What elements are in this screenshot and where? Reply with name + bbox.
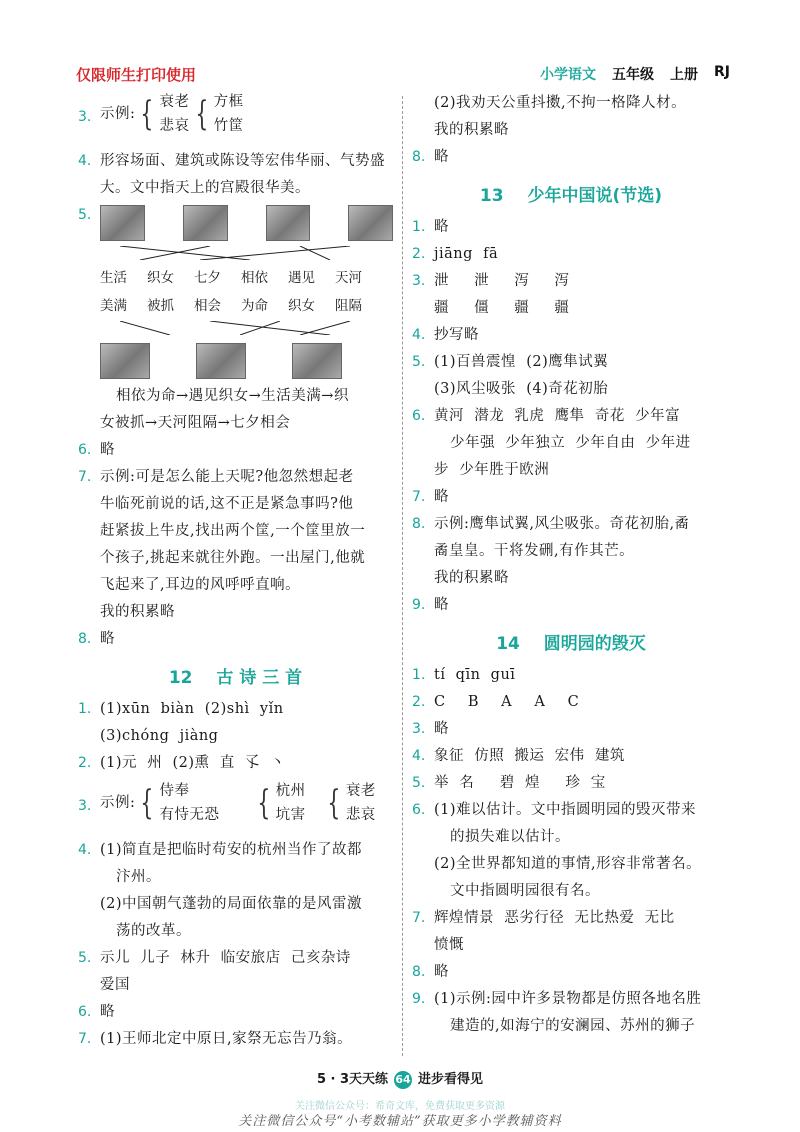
s14-answer-1: 1. tí qīn guī bbox=[412, 667, 516, 683]
brace-icon: { bbox=[256, 783, 271, 823]
column-divider bbox=[402, 96, 403, 1056]
story-images-bottom bbox=[78, 343, 393, 379]
s13-answer-3: 3. 泄 泄 泻 泻 bbox=[412, 273, 570, 289]
brace-icon: { bbox=[140, 783, 155, 823]
story-images-top bbox=[78, 205, 393, 241]
s13-answer-6: 6. 黄河 潜龙 乳虎 鹰隼 奇花 少年富 bbox=[412, 408, 681, 424]
s12-answer-5: 5. 示儿 儿子 林升 临安旅店 己亥杂诗 bbox=[78, 950, 351, 966]
s14-answer-6: 6. (1)难以估计。文中指圆明园的毁灭带来 bbox=[412, 802, 697, 818]
print-notice: 仅限师生打印使用 bbox=[76, 66, 197, 84]
answer-4: 4. 形容场面、建筑或陈设等宏伟华丽、气势盛 bbox=[78, 153, 385, 169]
s13-answer-1: 1. 略 bbox=[412, 219, 449, 235]
matching-lines-top bbox=[100, 246, 362, 260]
s12-answer-2: 2. (1)元 州 (2)熏 直 孓 丶 bbox=[78, 755, 286, 771]
s14-answer-5: 5. 举 名 碧 煌 珍 宝 bbox=[412, 775, 606, 791]
edition-label: RJ bbox=[714, 64, 730, 80]
s14-answer-9: 9. (1)示例:园中许多景物都是仿照各地名胜 bbox=[412, 991, 702, 1007]
answer-7: 7. 示例:可是怎么能上天呢?他忽然想起老 bbox=[78, 469, 354, 485]
s13-answer-2: 2. jiāng fā bbox=[412, 246, 499, 262]
answer-8: 8. 略 bbox=[78, 631, 115, 647]
story-image bbox=[348, 205, 393, 241]
s12-answer-3: 3. 示例: { 侍奉 有恃无恐 { 杭州 坑害 { 衰老 悲哀 bbox=[78, 783, 376, 823]
footer-brand: 5 · 3天天练 bbox=[316, 1072, 389, 1087]
section-title-13: 13 少年中国说(节选) bbox=[479, 186, 663, 206]
answer-5: 5. bbox=[78, 207, 92, 223]
book-info bbox=[540, 64, 730, 84]
match-row-2: 美满 被抓 相会 为命 织女 阻隔 bbox=[100, 298, 362, 314]
watermark-bottom: 关注微信公众号“小考数辅站”获取更多小学教辅资料 bbox=[238, 1114, 562, 1129]
subject-label: 小学语文 bbox=[540, 67, 596, 83]
s13-answer-7: 7. 略 bbox=[412, 489, 449, 505]
matching-lines-bottom bbox=[100, 321, 362, 335]
volume-label: 上册 bbox=[670, 67, 698, 83]
watermark-top: 关注微信公众号：希奇文库，免费获取更多资源 bbox=[295, 1101, 505, 1112]
example-label: 示例: bbox=[100, 106, 136, 122]
brace-icon: { bbox=[327, 783, 341, 823]
story-image bbox=[196, 343, 246, 379]
page-number: 64 bbox=[394, 1071, 412, 1089]
page-footer bbox=[0, 1068, 800, 1089]
answer-number: 3. bbox=[78, 109, 92, 125]
story-image bbox=[100, 205, 145, 241]
section-title-14: 14 圆明园的毁灭 bbox=[496, 634, 646, 654]
s14-answer-8: 8. 略 bbox=[412, 964, 449, 980]
s14-answer-7: 7. 辉煌情景 恶劣行径 无比热爱 无比 bbox=[412, 910, 675, 926]
story-image bbox=[100, 343, 150, 379]
s14-answer-3: 3. 略 bbox=[412, 721, 449, 737]
left-column: 3. 示例: { 衰老 悲哀 { 方框 竹筐 4. 形容场面、建筑或陈设等宏伟华丽、气势盛 大。文中指天上的宫殿很华美。 5. 生活 织女 七夕 相依 遇见 天河 美满 被抓 相会 为命 织女 阻隔 相依为命→遇见织女→生活美满→织 女被抓→天河阻隔→七夕相会 6. 略 7. 示例:可是怎么能上天呢?他忽然想起老 牛临死前说的话,这不正是紧急事吗?他 赶紧拔上牛皮,找出两个筐,一个筐里放一 个孩子,挑起来就往外跑。一出屋门,他就 飞起来了,耳边的风呼呼直响。 我的积累略 8. 略 12 古 诗 三 首 1. (1)xūn biàn (2)shì yǐn (3)chóng jiàng 2. (1)元 州 (2)熏 直 孓 丶 3. 示例: { 侍奉 有恃无恐 { 杭州 坑害 { 衰老 悲哀 4. (1)简直是把临时苟安的杭州当作了故都 汴州。 (2)中国朝气蓬勃的局面依靠的是风雷激 荡的改革。 5. 示儿 儿子 林升 临安旅店 己亥杂诗 爱国 6. 略 7. (1)王师北定中原日,家祭无忘告乃翁。 bbox=[78, 90, 393, 1053]
grade-label: 五年级 bbox=[612, 67, 654, 83]
s12-answer-1: 1. (1)xūn biàn (2)shì yǐn bbox=[78, 701, 284, 717]
answer-3: 3. 示例: { 衰老 悲哀 { 方框 竹筐 bbox=[78, 90, 393, 144]
story-image bbox=[292, 343, 342, 379]
answer-6: 6. 略 bbox=[78, 442, 115, 458]
s13-answer-5: 5. (1)百兽震惶 (2)鹰隼试翼 bbox=[412, 354, 609, 370]
footer-slogan: 进步看得见 bbox=[418, 1072, 484, 1087]
s13-answer-4: 4. 抄写略 bbox=[412, 327, 479, 343]
brace-icon: { bbox=[194, 94, 209, 134]
s14-answer-2: 2. C B A A C bbox=[412, 694, 580, 710]
story-image bbox=[266, 205, 311, 241]
s12-answer-7: 7. (1)王师北定中原日,家祭无忘告乃翁。 bbox=[78, 1031, 353, 1047]
answer-8-right: 8. 略 bbox=[412, 149, 449, 165]
brace-icon: { bbox=[140, 94, 155, 134]
s14-answer-4: 4. 象征 仿照 搬运 宏伟 建筑 bbox=[412, 748, 625, 764]
section-title-12: 12 古 诗 三 首 bbox=[168, 668, 303, 688]
match-row-1: 生活 织女 七夕 相依 遇见 天河 bbox=[100, 270, 362, 286]
s12-answer-4: 4. (1)简直是把临时苟安的杭州当作了故都 bbox=[78, 842, 363, 858]
story-image bbox=[183, 205, 228, 241]
s13-answer-9: 9. 略 bbox=[412, 597, 449, 613]
s13-answer-8: 8. 示例:鹰隼试翼,风尘吸张。奇花初胎,矞 bbox=[412, 516, 690, 532]
s12-answer-6: 6. 略 bbox=[78, 1004, 115, 1020]
right-column: (2)我劝天公重抖擞,不拘一格降人材。 我的积累略 8. 略 13 少年中国说(节选) 1. 略 2. jiāng fā 3. 泄 泄 泻 泻 疆 僵 疆 疆 4. 抄写略 5. (1)百兽震惶 (2)鹰隼试翼 (3)风尘吸张 (4)奇花初胎 6. 黄河 潜龙 乳虎 鹰隼 奇花 少年富 少年强 少年独立 少年自由 少年进 步 少年胜于欧洲 7. 略 8. 示例:鹰隼试翼,风尘吸张。奇花初胎,矞 矞皇皇。干将发硎,有作其芒。 我的积累略 9. 略 14 圆明园的毁灭 1. tí qīn guī 2. C B A A C 3. 略 4. 象征 仿照 搬运 宏伟 建筑 5. 举 名 碧 煌 珍 宝 6. (1)难以估计。文中指圆明园的毁灭带来 的损失难以估计。 (2)全世界都知道的事情,形容非常著名。 文中指圆明园很有名。 7. 辉煌情景 恶劣行径 无比热爱 无比 愤慨 8. 略 9. (1)示例:园中许多景物都是仿照各地名胜 建造的,如海宁的安澜园、苏州的狮子 bbox=[412, 90, 730, 1040]
